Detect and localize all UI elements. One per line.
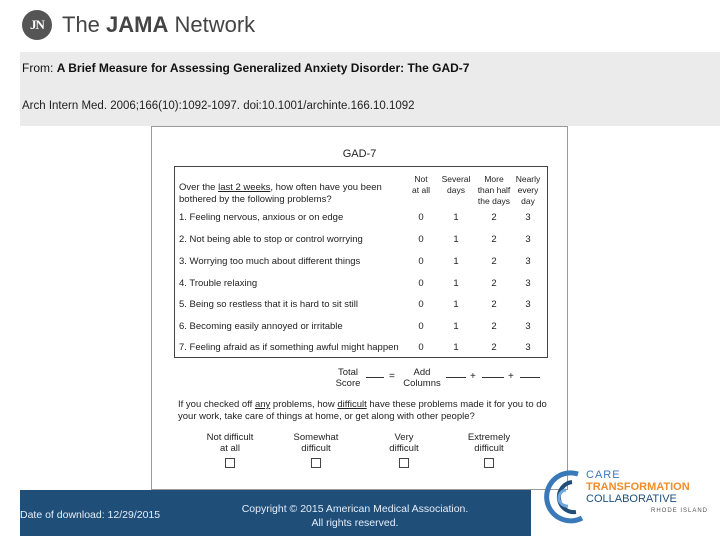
score-cell: 3 bbox=[525, 342, 531, 353]
checkbox-very-difficult[interactable] bbox=[399, 458, 409, 468]
total-score-label: Total Score bbox=[335, 367, 361, 389]
score-cell: 2 bbox=[491, 299, 497, 310]
score-cell: 1 bbox=[453, 234, 459, 245]
article-title[interactable]: A Brief Measure for Assessing Generalized Anxiety Disorder: The GAD-7 bbox=[56, 61, 470, 75]
gad7-questionnaire-table bbox=[174, 166, 548, 358]
jama-network-logo-icon: JN bbox=[22, 10, 52, 40]
score-cell: 3 bbox=[525, 321, 531, 332]
score-cell: 0 bbox=[418, 234, 424, 245]
plus-sign: + bbox=[470, 371, 476, 382]
score-cell: 2 bbox=[491, 256, 497, 267]
option-extremely-difficult: Extremely difficult bbox=[467, 432, 511, 454]
download-date: Date of download: 12/29/2015 bbox=[20, 509, 161, 521]
score-cell: 0 bbox=[418, 321, 424, 332]
score-cell: 3 bbox=[525, 212, 531, 223]
column-header-nearly-every-day: Nearly every day bbox=[515, 174, 541, 206]
question-row-label: 3. Worrying too much about different things bbox=[179, 256, 361, 267]
score-cell: 0 bbox=[418, 299, 424, 310]
care-logo-ring-icon bbox=[538, 466, 588, 528]
question-row-label: 5. Being so restless that it is hard to sit still bbox=[179, 299, 358, 310]
score-cell: 2 bbox=[491, 234, 497, 245]
article-citation: Arch Intern Med. 2006;166(10):1092-1097. doi:10.1001/archinte.166.10.1092 bbox=[22, 100, 415, 112]
option-somewhat-difficult: Somewhat difficult bbox=[293, 432, 339, 454]
option-very-difficult: Very difficult bbox=[389, 432, 419, 454]
question-row-label: 6. Becoming easily annoyed or irritable bbox=[179, 321, 343, 332]
score-cell: 0 bbox=[418, 212, 424, 223]
site-header bbox=[0, 0, 720, 50]
footer-bar bbox=[20, 490, 531, 536]
score-cell: 0 bbox=[418, 278, 424, 289]
brand-name: The JAMA Network bbox=[62, 12, 256, 37]
score-cell: 1 bbox=[453, 256, 459, 267]
article-info-box bbox=[20, 52, 720, 126]
add-columns-label: Add Columns bbox=[403, 367, 441, 389]
difficulty-question: If you checked off any problems, how difficult have these problems made it for you to do your work, take care of things at home, or get along with other people? bbox=[178, 399, 547, 422]
question-row-label: 7. Feeling afraid as if something awful might happen bbox=[179, 342, 399, 353]
question-row-label: 2. Not being able to stop or control worrying bbox=[179, 234, 363, 245]
total-score-blank bbox=[366, 377, 384, 378]
column-header-several-days: Several days bbox=[441, 174, 471, 195]
plus-sign: + bbox=[508, 371, 514, 382]
care-logo-text: CARE TRANSFORMATION COLLABORATIVE RHODE ISLAND bbox=[586, 469, 708, 514]
care-transformation-logo bbox=[536, 463, 720, 540]
question-header: Over the last 2 weeks, how often have you been bothered by the following problems? bbox=[179, 182, 382, 205]
column-header-more-than-half: More than half the days bbox=[477, 174, 511, 206]
equals-sign: = bbox=[389, 371, 395, 382]
option-not-difficult: Not difficult at all bbox=[206, 432, 254, 454]
score-cell: 1 bbox=[453, 278, 459, 289]
score-cell: 0 bbox=[418, 256, 424, 267]
question-row-label: 4. Trouble relaxing bbox=[179, 278, 258, 289]
article-from: From: A Brief Measure for Assessing Generalized Anxiety Disorder: The GAD-7 bbox=[22, 61, 470, 75]
score-cell: 1 bbox=[453, 321, 459, 332]
score-cell: 2 bbox=[491, 321, 497, 332]
copyright-notice: Copyright © 2015 American Medical Association. All rights reserved. bbox=[241, 503, 469, 529]
score-cell: 1 bbox=[453, 342, 459, 353]
figure-title: GAD-7 bbox=[342, 148, 377, 160]
checkbox-extremely-difficult[interactable] bbox=[484, 458, 494, 468]
checkbox-not-difficult[interactable] bbox=[225, 458, 235, 468]
column-header-not-at-all: Not at all bbox=[412, 174, 430, 195]
score-cell: 3 bbox=[525, 299, 531, 310]
column-sum-blank bbox=[482, 377, 504, 378]
column-sum-blank bbox=[446, 377, 466, 378]
score-cell: 2 bbox=[491, 342, 497, 353]
column-sum-blank bbox=[520, 377, 540, 378]
score-cell: 0 bbox=[418, 342, 424, 353]
score-cell: 3 bbox=[525, 278, 531, 289]
checkbox-somewhat-difficult[interactable] bbox=[311, 458, 321, 468]
score-cell: 3 bbox=[525, 234, 531, 245]
question-row-label: 1. Feeling nervous, anxious or on edge bbox=[179, 212, 344, 223]
score-cell: 3 bbox=[525, 256, 531, 267]
score-cell: 1 bbox=[453, 212, 459, 223]
score-cell: 2 bbox=[491, 278, 497, 289]
score-cell: 1 bbox=[453, 299, 459, 310]
gad7-figure bbox=[151, 126, 568, 490]
score-cell: 2 bbox=[491, 212, 497, 223]
